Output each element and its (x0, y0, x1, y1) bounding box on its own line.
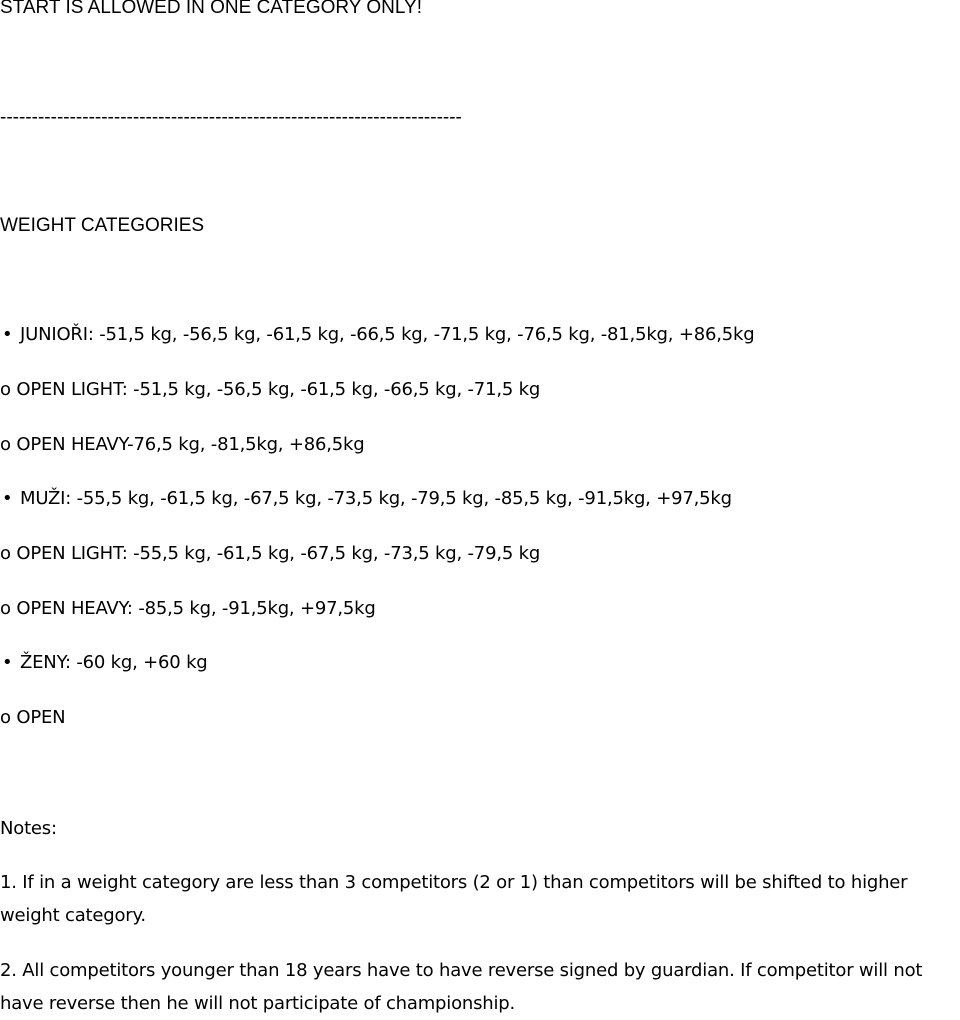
subcategory-women-open (0, 706, 65, 730)
subcategory-men-open-light (0, 542, 540, 566)
bullet-icon: • (2, 652, 13, 673)
category-text: OPEN LIGHT: -51,5 kg, -56,5 kg, -61,5 kg, -66,5 kg, -71,5 kg (16, 379, 541, 400)
category-text: OPEN HEAVY: -85,5 kg, -91,5kg, +97,5kg (16, 598, 376, 619)
subcategory-juniors-open-light (0, 378, 540, 402)
notes-title: Notes: (0, 818, 57, 839)
category-text: ŽENY: -60 kg, +60 kg (20, 652, 208, 673)
category-text: OPEN (16, 707, 66, 728)
category-juniors (2, 323, 754, 347)
section-title: WEIGHT CATEGORIES (0, 215, 205, 236)
start-rule-heading: START IS ALLOWED IN ONE CATEGORY ONLY! (0, 0, 422, 18)
note-item: 1. If in a weight category are less than 3 competitors (2 or 1) than competitors will be shifted to higher weight category. (0, 872, 908, 926)
category-text: OPEN LIGHT: -55,5 kg, -61,5 kg, -67,5 kg, -73,5 kg, -79,5 kg (16, 543, 541, 564)
bullet-icon: • (2, 488, 13, 509)
category-text: MUŽI: -55,5 kg, -61,5 kg, -67,5 kg, -73,5 kg, -79,5 kg, -85,5 kg, -91,5kg, +97,5kg (20, 488, 732, 509)
sub-marker: o (0, 434, 11, 455)
sub-marker: o (0, 707, 11, 728)
sub-marker: o (0, 379, 11, 400)
category-text: JUNIOŘI: -51,5 kg, -56,5 kg, -61,5 kg, -66,5 kg, -71,5 kg, -76,5 kg, -81,5kg, +86,5kg (20, 324, 755, 345)
category-men (2, 487, 732, 511)
category-text: OPEN HEAVY-76,5 kg, -81,5kg, +86,5kg (16, 434, 365, 455)
bullet-icon: • (2, 324, 13, 345)
sub-marker: o (0, 543, 11, 564)
subcategory-juniors-open-heavy (0, 433, 364, 457)
note-item: 2. All competitors younger than 18 years have to have reverse signed by guardian. If competitor will not have reverse then he will not participate of championship. (0, 960, 923, 1014)
subcategory-men-open-heavy (0, 597, 376, 621)
divider-line: ------------------------------------------------------------------------- (0, 107, 462, 128)
category-women (2, 651, 208, 675)
sub-marker: o (0, 598, 11, 619)
